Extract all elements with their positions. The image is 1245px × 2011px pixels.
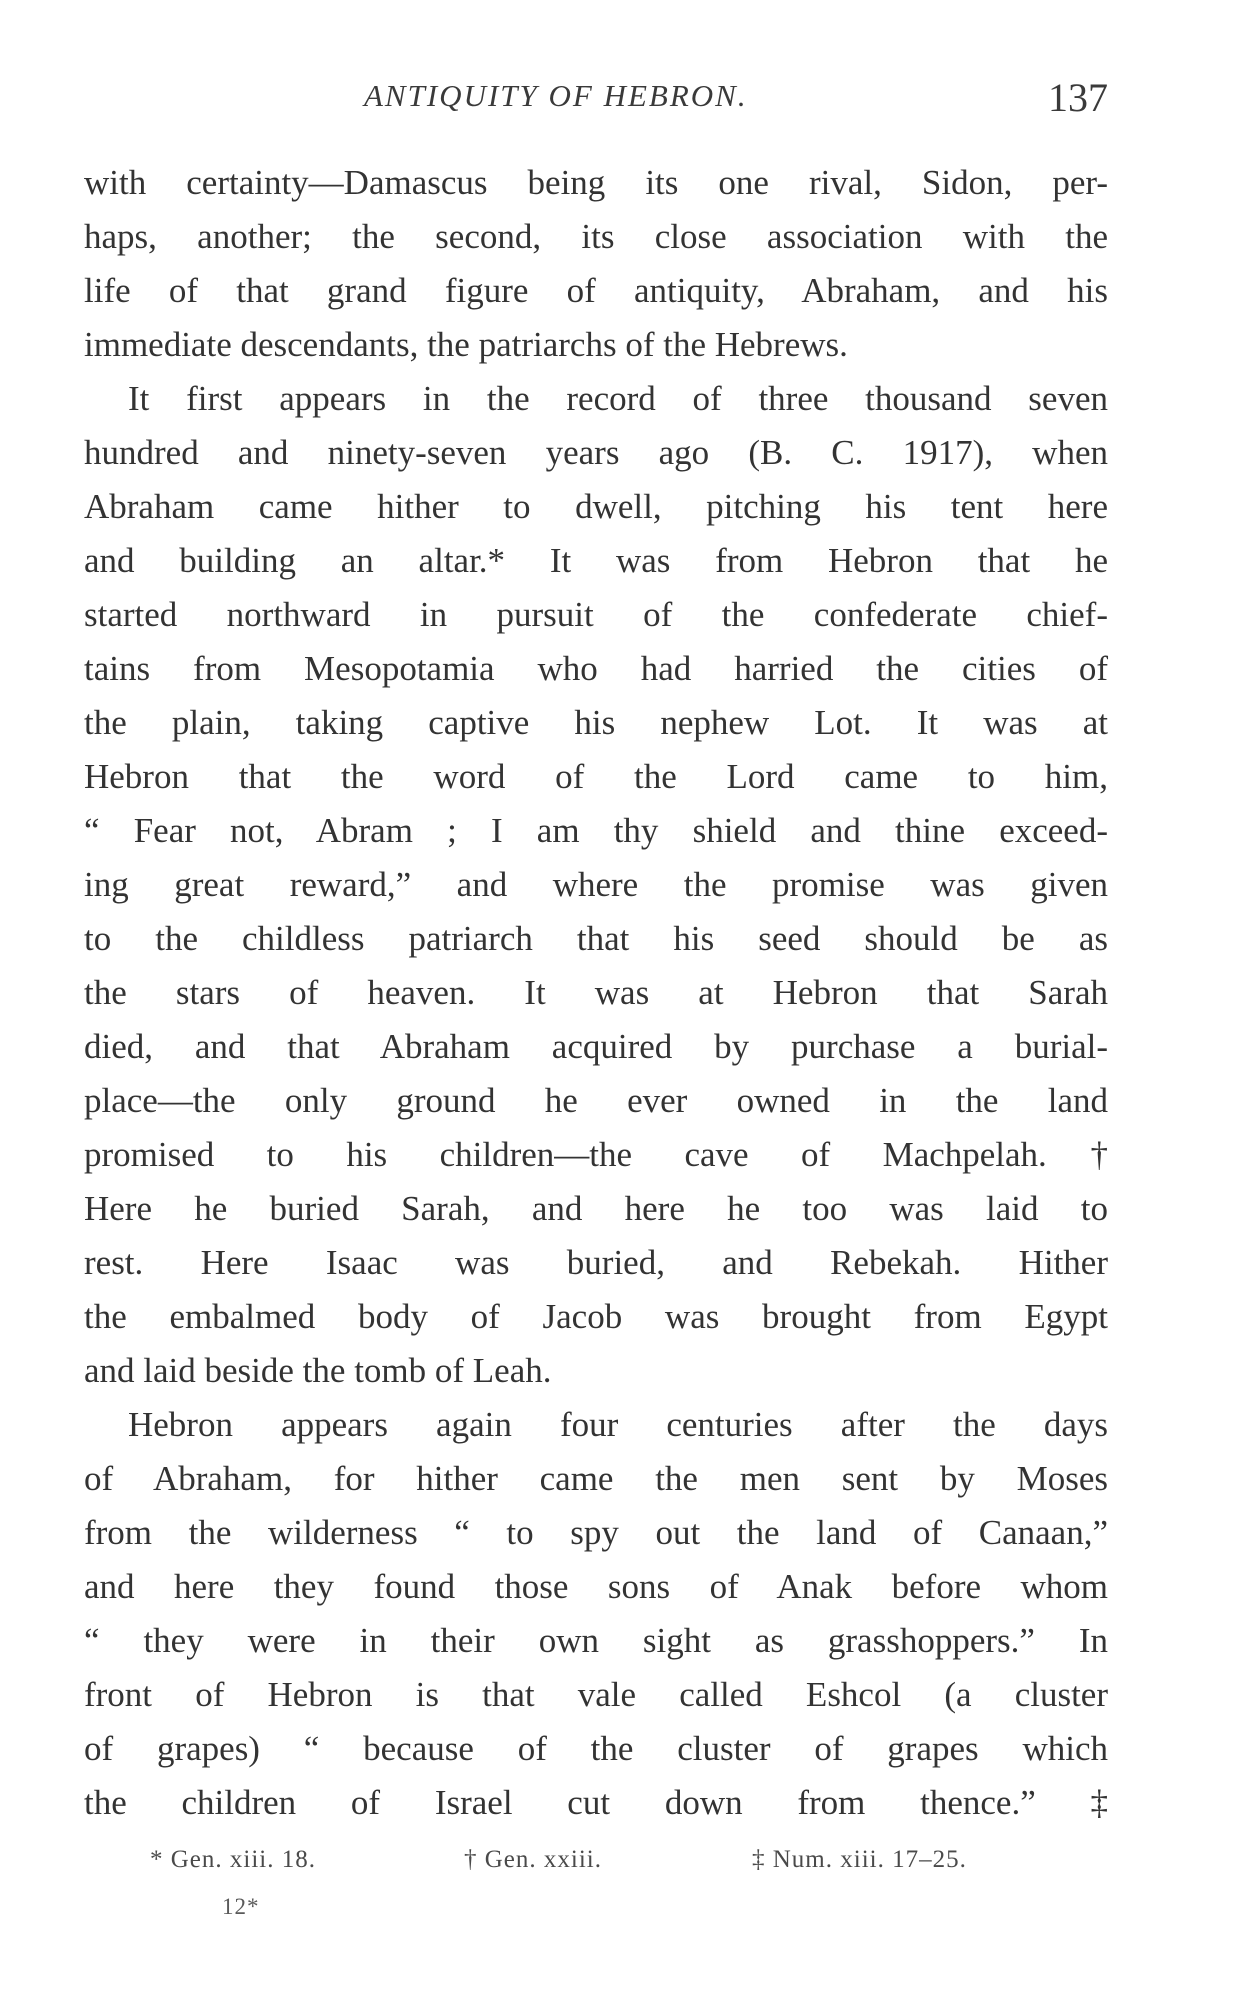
paragraph-start-line: It first appears in the record of three thousand seven [128, 379, 1108, 418]
paragraph-start-line: Hebron appears again four centuries after the days [128, 1405, 1108, 1444]
text-line: the embalmed body of Jacob was brought from Egypt [84, 1297, 1108, 1336]
footnote-1: * Gen. xiii. 18. [150, 1846, 316, 1873]
signature-mark: 12* [222, 1894, 260, 1919]
text-line: “ they were in their own sight as grasshoppers.” In [84, 1621, 1108, 1660]
text-line: the children of Israel cut down from thence.” ‡ [84, 1783, 1108, 1822]
text-line: Here he buried Sarah, and here he too was laid to [84, 1189, 1108, 1228]
text-line: life of that grand figure of antiquity, Abraham, and his [84, 271, 1108, 310]
text-line: started northward in pursuit of the confederate chief- [84, 595, 1108, 634]
text-line: front of Hebron is that vale called Eshcol (a cluster [84, 1675, 1108, 1714]
running-title: ANTIQUITY OF HEBRON. [364, 78, 748, 113]
text-line: rest. Here Isaac was buried, and Rebekah. Hither [84, 1243, 1108, 1282]
text-line: ing great reward,” and where the promise was given [84, 865, 1108, 904]
page-number: 137 [1048, 75, 1108, 120]
text-line: promised to his children—the cave of Machpelah.† [84, 1135, 1108, 1174]
text-line: Hebron that the word of the Lord came to him, [84, 757, 1108, 796]
text-line: and laid beside the tomb of Leah. [84, 1351, 552, 1390]
body-text [84, 156, 1108, 1830]
text-line: of grapes) “ because of the cluster of grapes which [84, 1729, 1108, 1768]
footnote-2: † Gen. xxiii. [464, 1846, 602, 1873]
footnotes [84, 1846, 1044, 1882]
text-line: Abraham came hither to dwell, pitching his tent here [84, 487, 1108, 526]
text-line: from the wilderness “ to spy out the land of Canaan,” [84, 1513, 1108, 1552]
text-line: haps, another; the second, its close association with the [84, 217, 1108, 256]
text-line: and here they found those sons of Anak before whom [84, 1567, 1108, 1606]
footnote-3: ‡ Num. xiii. 17–25. [752, 1846, 967, 1873]
text-line: hundred and ninety-seven years ago (B. C. 1917), when [84, 433, 1108, 472]
text-line: and building an altar.* It was from Hebron that he [84, 541, 1108, 580]
text-line: the plain, taking captive his nephew Lot. It was at [84, 703, 1108, 742]
text-line: of Abraham, for hither came the men sent by Moses [84, 1459, 1108, 1498]
running-head [84, 75, 1108, 128]
text-line: place—the only ground he ever owned in the land [84, 1081, 1108, 1120]
text-line: tains from Mesopotamia who had harried the cities of [84, 649, 1108, 688]
text-line: to the childless patriarch that his seed should be as [84, 919, 1108, 958]
text-line: “ Fear not, Abram ; I am thy shield and thine exceed- [84, 811, 1108, 850]
text-line: with certainty—Damascus being its one rival, Sidon, per- [84, 163, 1108, 202]
text-line: immediate descendants, the patriarchs of the Hebrews. [84, 325, 848, 364]
text-line: died, and that Abraham acquired by purchase a burial- [84, 1027, 1108, 1066]
text-line: the stars of heaven. It was at Hebron that Sarah [84, 973, 1108, 1012]
